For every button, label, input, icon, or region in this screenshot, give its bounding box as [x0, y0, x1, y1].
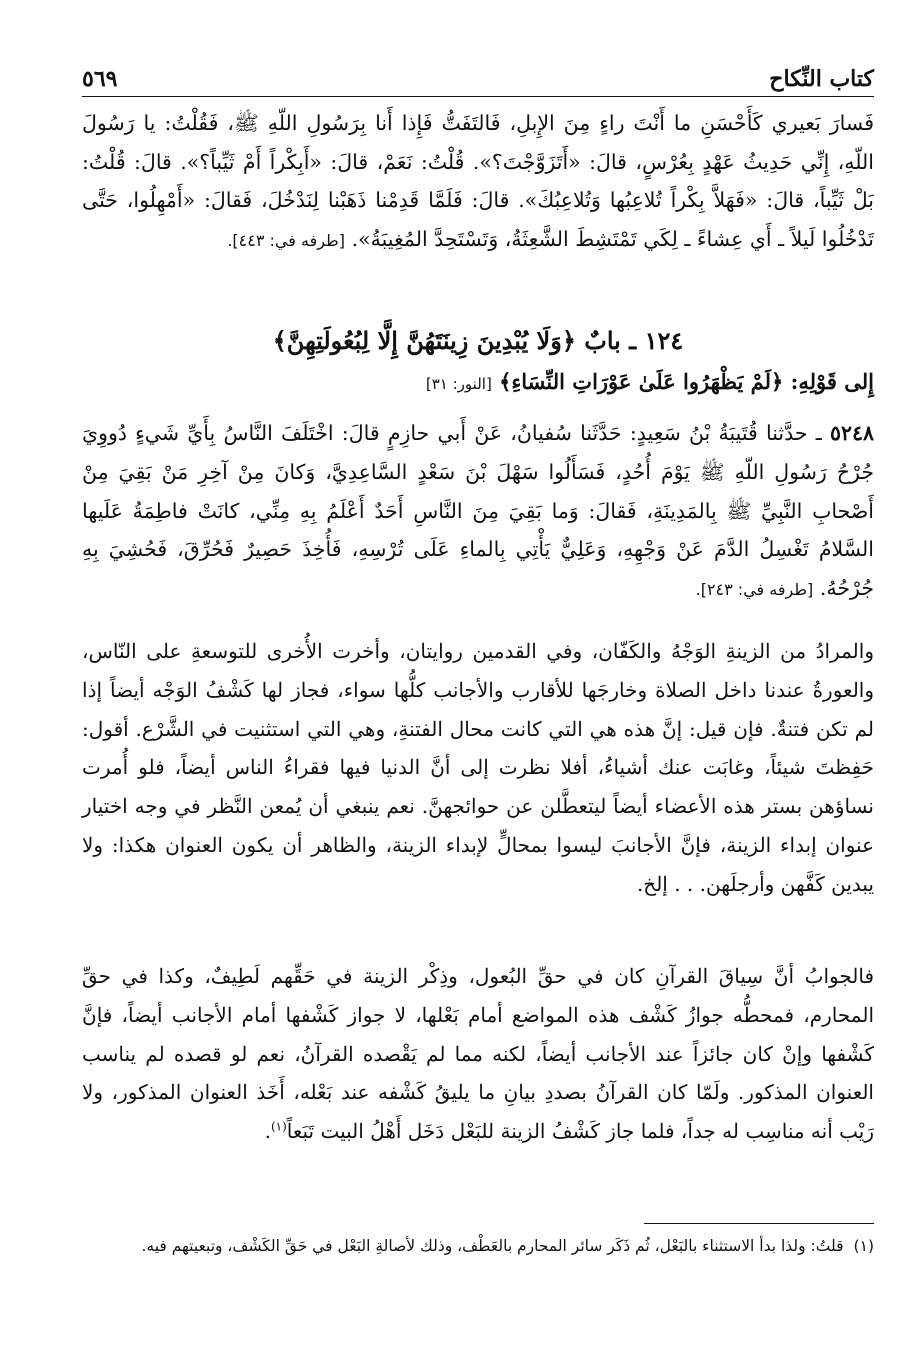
footnote-1 [82, 1228, 874, 1264]
book-title: كتاب النِّكاح [769, 66, 874, 92]
footnote-1-text: قلتُ: ولذا بدأ الاستثناء بالبَعْل، ثُم ذَكَر سائر المحارم بالعَطْف، وذلك لأصالةِ البَعْل في حَقِّ الكَشْف، وتبعيتهم فيه. [141, 1237, 844, 1255]
intro-paragraph [82, 104, 874, 260]
hadith-text: ـ حدَّثنا قُتَيبَةُ بْنُ سَعِيدٍ: حَدَّثَنا سُفيانُ، عَنْ أَبي حازِمٍ قالَ: اخْتَلَفَ النَّاسُ بِأَيِّ شَيءٍ دُووِيَ جُرْحُ رَسُولِ اللّهِ ﷺ يَوْمَ أُحُدٍ، فَسَأَلُوا سَهْلَ بْنَ سَعْدٍ السَّاعِدِيَّ، وَكانَ مِنْ آخِرِ مَنْ بَقِيَ مِنْ أَصْحابِ النَّبِيِّ ﷺ بِالمَدِينَةِ، فَقالَ: وَما بَقِيَ مِنَ النَّاسِ أَحَدٌ أَعْلَمُ بِهِ مِنِّي، كانَتْ فاطِمَةُ عَلَيها السَّلامُ تَغْسِلُ الدَّمَ عَنْ وَجْهِهِ، وَعَلِيٌّ يَأْتِي بِالماءِ عَلَى تُرْسِهِ، فَأُخِذَ حَصِيرٌ فَحُرِّقَ، فَحُشِيَ بِهِ جُرْحُهُ. [82, 421, 874, 601]
hadith-number: ٥٢٤٨ [829, 421, 874, 445]
intro-text: فَسارَ بَعيري كَأَحْسَنِ ما أَنْتَ راءٍ مِنَ الإِبلِ، فَالتَفَتُّ فَإِذا أَنا بِرَسُولِ اللّهِ ﷺ، فَقُلْتُ: يا رَسُولَ اللّهِ، إِنِّي حَدِيثُ عَهْدٍ بِعُرْسٍ، قالَ: «أَتَزَوَّجْتَ؟». قُلْتُ: نَعَمْ، قالَ: «أَبِكْراً أَمْ ثَيِّباً؟». قالَ: قُلْتُ: بَلْ ثَيِّباً، قالَ: «فَهَلاَّ بِكْراً تُلاعِبُها وَتُلاعِبُكَ». قالَ: فَلَمَّا قَدِمْنا ذَهَبْنا لِنَدْخُلَ، فَقالَ: «أَمْهِلُوا، حَتَّى تَدْخُلُوا لَيلاً ـ أَي عِشاءً ـ لِكَي تَمْتَشِطَ الشَّعِثَةُ، وَتَسْتَحِدَّ المُغِيبَةُ». [82, 111, 874, 251]
running-header [82, 58, 874, 97]
book-page [82, 0, 874, 1366]
chapter-heading: ١٢٤ ـ بابٌ ﴿وَلَا يُبْدِينَ زِينَتَهُنَّ إِلَّا لِبُعُولَتِهِنَّ﴾ [272, 326, 684, 355]
hadith-cross-reference: [طرفه في: ٢٤٣]. [695, 580, 814, 600]
footnote-divider [644, 1223, 874, 1224]
surah-reference: [النور: ٣١] [425, 375, 492, 393]
footnote-reference-mark: (١) [270, 1119, 287, 1134]
commentary-paragraph-1: والمرادُ من الزينةِ الوَجْهُ والكَفّان، وفي القدمين روايتان، وأخرت الأُخرى للتوسعةِ على النّاس، والعورةُ عندنا داخل الصلاة وخارجَها للأقارب والأجانب كلُّها سواء، فجاز لها كَشْفُ الوَجْه أيضاً إذا لم تكن فتنةٌ. فإن قيل: إنَّ هذه هي التي كانت محال الفتنةِ، وهي التي استثنيت في الشَّرْع. أقول: حَفِظتَ شيئاً، وغابَت عنك أشياءُ، أفلا نظرت إلى أنَّ الدنيا فيها فقراءُ الناس أيضاً، فلو أُمرت نساؤهن بستر هذه الأعضاء أيضاً ليتعطَّلن عن حوائجهنَّ. نعم ينبغي أن يُمعن النَّظر في وجه اختيار عنوان إبداء الزينة، فإنَّ الأجانبَ ليسوا بمحالٍّ لإبداء الزينة، والظاهر أن يكون العنوان هكذا: ولا يبدين كَفَّهن وأرجلَهن. . . إلخ. [82, 639, 874, 896]
chapter-subheading-text: إِلى قَوْلِهِ: ﴿لَمْ يَظْهَرُوا عَلَىٰ عَوْرَاتِ النِّسَاءِ﴾ [499, 369, 874, 394]
footnote-1-mark: (١) [853, 1237, 874, 1255]
hadith-paragraph [82, 414, 874, 610]
page-number: ٥٦٩ [82, 66, 118, 92]
intro-cross-reference: [طرفه في: ٤٤٣]. [227, 230, 346, 250]
commentary-paragraph-2-end: . [264, 1119, 271, 1144]
commentary-paragraph-2 [82, 957, 874, 1151]
commentary-paragraph-2-text: فالجوابُ أنَّ سِياقَ القرآنِ كان في حقِّ البُعول، وذِكْر الزينة في حَقِّهم لَطِيفٌ، وكذا في حقِّ المحارم، فمحطُّه جوازُ كَشْف هذه المواضع أمام بَعْلها، لا جواز كَشْفها أمام الأجانب أيضاً، فإنَّ كَشْفها وإنْ كان جائزاً عند الأجانب أيضاً، لكنه مما لم يَقْصده القرآنُ، نعم لو قصده لم يناسب العنوان المذكور. ولَمّا كان القرآنُ بصددِ بيانِ ما يليقُ كَشْفه عند بَعْله، أَخَذ العنوان المذكور، ولا رَيْب أنه مناسِب له جداً، فلما جاز كَشْفُ الزينة للبَعْل دَخَل أَهْلُ البيت تَبَعاً [82, 964, 874, 1144]
chapter-subheading [82, 364, 874, 402]
